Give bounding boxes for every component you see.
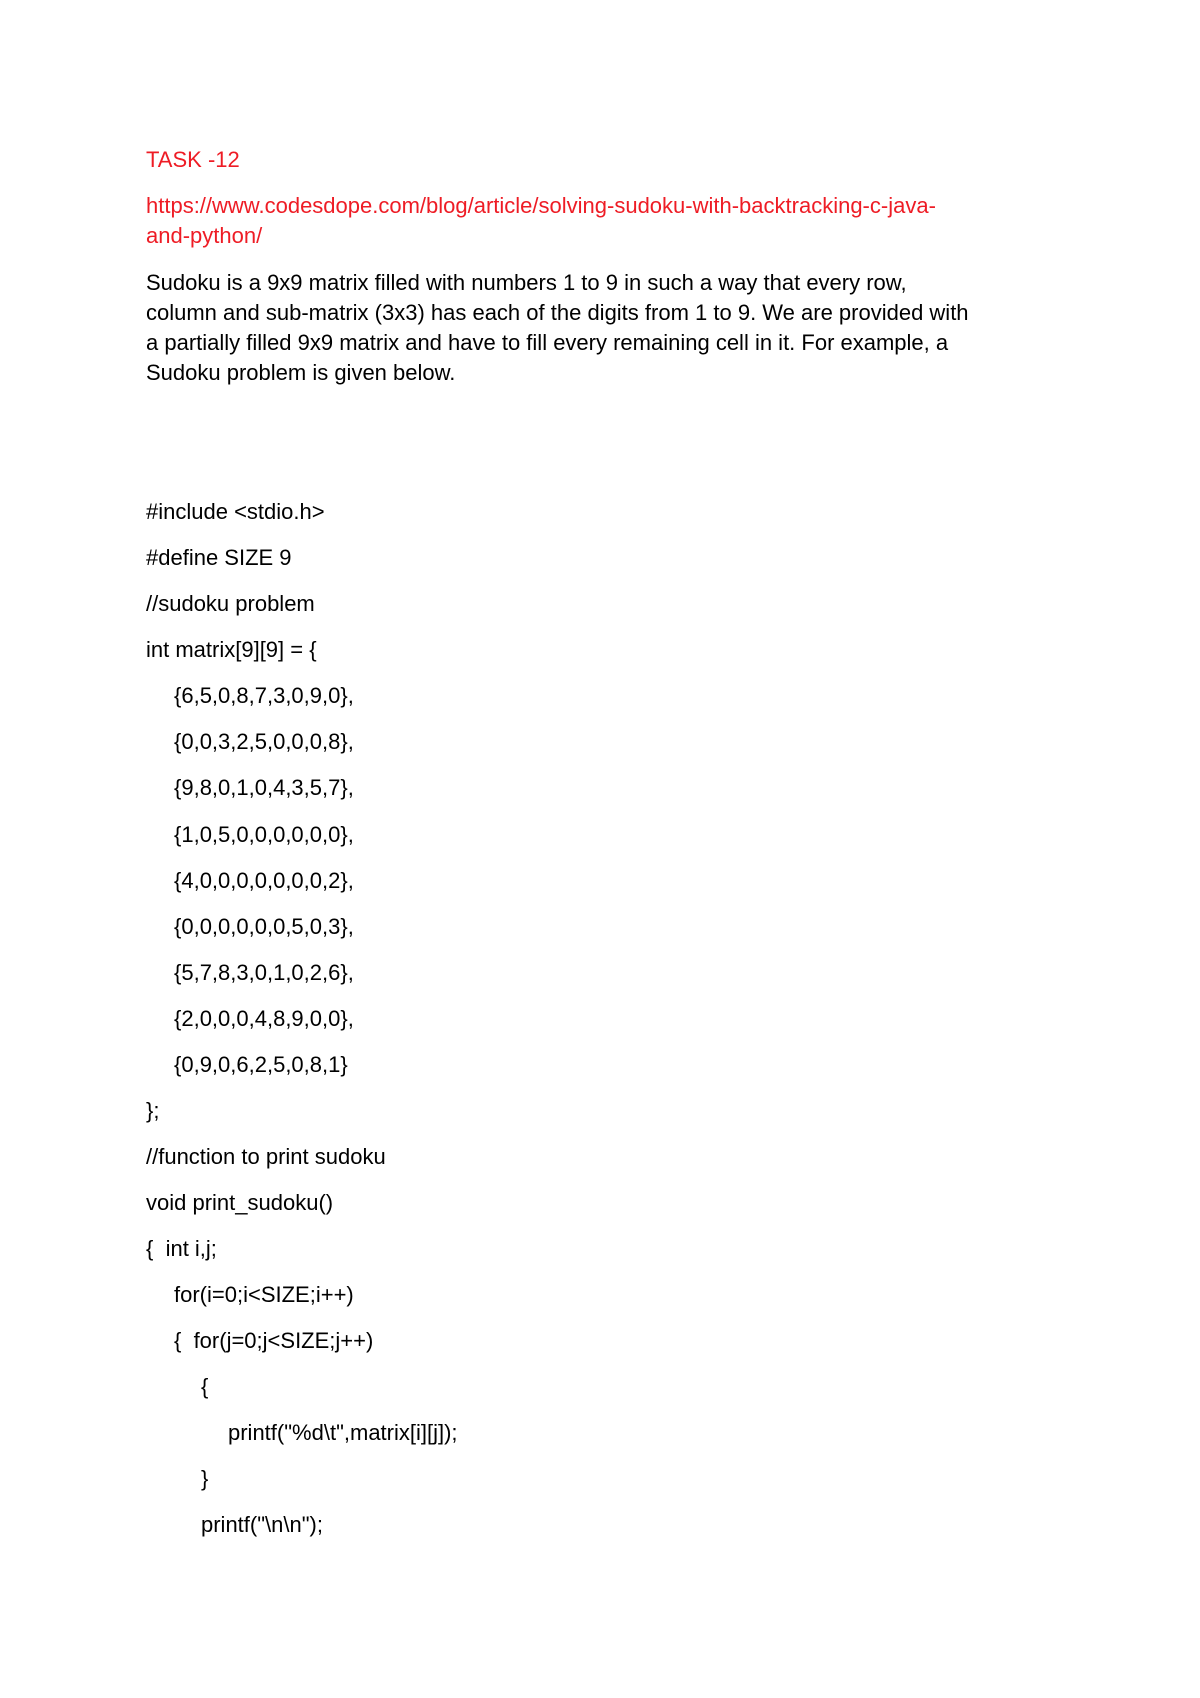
code-line: {9,8,0,1,0,4,3,5,7}, [174,775,354,800]
code-line: printf("\n\n"); [201,1512,323,1537]
code-line: {5,7,8,3,0,1,0,2,6}, [174,960,354,985]
code-line: //sudoku problem [146,591,315,616]
code-line: {2,0,0,0,4,8,9,0,0}, [174,1006,354,1031]
code-line: { [201,1374,209,1399]
code-line: #include <stdio.h> [146,499,325,524]
code-line: void print_sudoku() [146,1190,334,1215]
task-heading: TASK -12 [146,147,240,172]
code-line: printf("%d\t",matrix[i][j]); [228,1420,458,1445]
code-line: } [201,1466,209,1491]
code-line: {0,9,0,6,2,5,0,8,1} [174,1052,348,1077]
code-line: {4,0,0,0,0,0,0,0,2}, [174,868,354,893]
code-line: {0,0,3,2,5,0,0,0,8}, [174,729,354,754]
code-line: for(i=0;i<SIZE;i++) [174,1282,354,1307]
code-line: {6,5,0,8,7,3,0,9,0}, [174,683,354,708]
code-line: {0,0,0,0,0,0,5,0,3}, [174,914,354,939]
code-line: //function to print sudoku [146,1144,386,1169]
intro-line-3: a partially filled 9x9 matrix and have to fill every remaining cell in it. For example, a [146,330,949,355]
source-link-line-2[interactable]: and-python/ [146,223,263,248]
source-link-line-1[interactable]: https://www.codesdope.com/blog/article/solving-sudoku-with-backtracking-c-java- [146,193,936,218]
intro-line-2: column and sub-matrix (3x3) has each of the digits from 1 to 9. We are provided with [146,300,969,325]
code-line: int matrix[9][9] = { [146,637,317,662]
intro-line-1: Sudoku is a 9x9 matrix filled with numbers 1 to 9 in such a way that every row, [146,270,907,295]
code-line: }; [146,1098,160,1123]
code-line: { for(j=0;j<SIZE;j++) [174,1328,374,1353]
code-line: { int i,j; [146,1236,217,1261]
code-line: {1,0,5,0,0,0,0,0,0}, [174,822,354,847]
code-line: #define SIZE 9 [146,545,292,570]
intro-line-4: Sudoku problem is given below. [146,360,456,385]
